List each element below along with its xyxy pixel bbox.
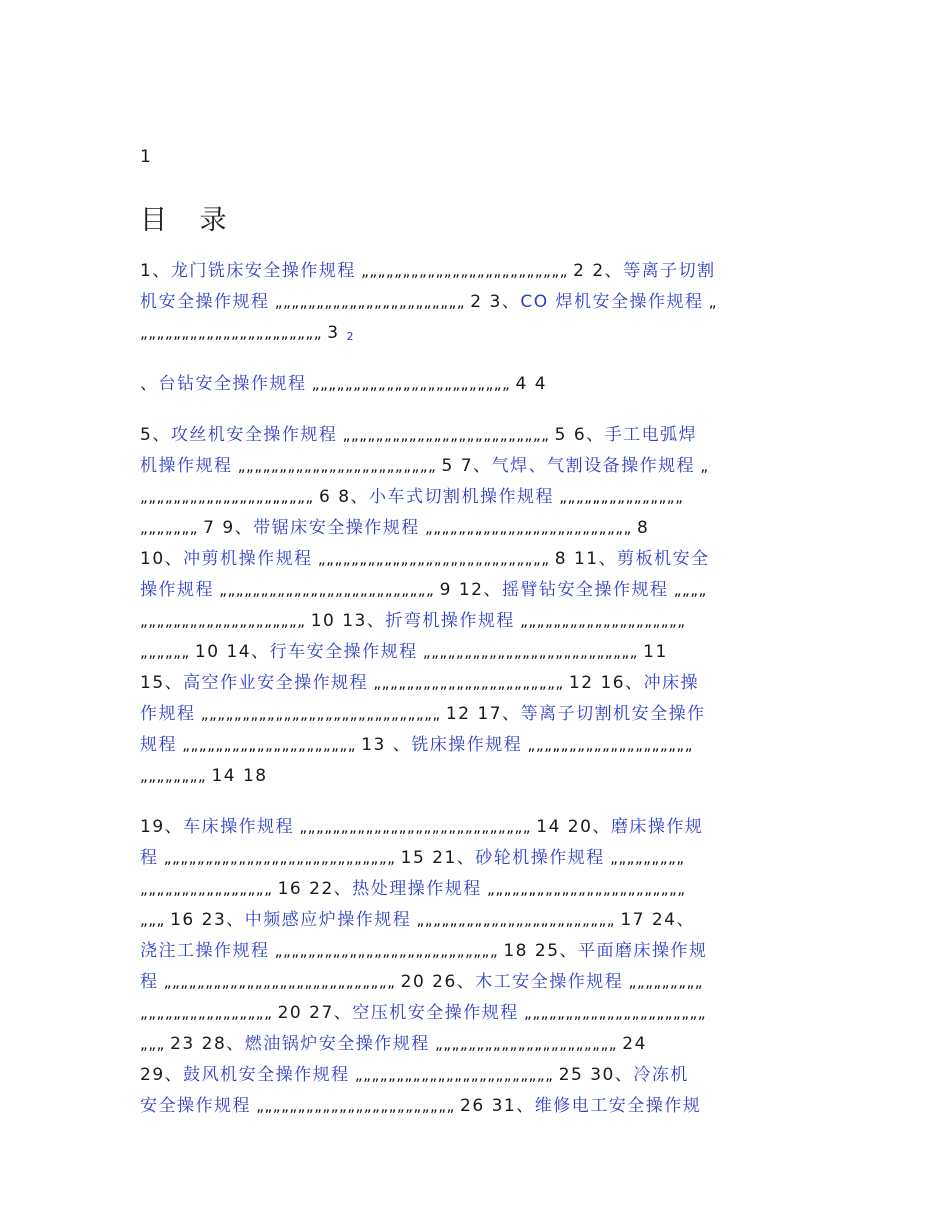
toc-entry-text: 12 16、 — [568, 673, 644, 693]
toc-entry-link[interactable]: 操作规程 — [140, 580, 214, 600]
toc-leader-dots: „„„„„„„ — [140, 519, 204, 537]
toc-entry-text: 、 — [140, 374, 159, 394]
toc-leader-dots: „„„„„„„„„„„„„„„„„„„„„„„„„„„„„ — [195, 705, 446, 723]
toc-entry-link[interactable]: 作规程 — [140, 704, 196, 724]
toc-entry-text: 20 26、 — [400, 972, 476, 992]
toc-leader-dots: „„„„„„„„„„„„„„„„„„„„„„„„„„ — [417, 643, 644, 661]
toc-leader-dots: „„„„„„„„„„„„„„„„„„„„„„ — [140, 324, 328, 342]
toc-entry-link[interactable]: 带锯床安全操作规程 — [253, 518, 420, 538]
toc-entry-text: 10、 — [140, 549, 184, 569]
toc-entry-link[interactable]: 车床操作规程 — [183, 817, 295, 837]
toc-entry-text: 13 、 — [361, 735, 412, 755]
toc-line — [140, 606, 810, 637]
toc-leader-dots: „„„„„„„„„„„„„„„„„„„„„„„„„„„„ — [312, 550, 555, 568]
toc-entry-text: 10 13、 — [310, 611, 386, 631]
toc-entry-text: 11 — [643, 642, 668, 662]
toc-line — [140, 544, 810, 575]
toc-entry-text: 24 — [622, 1034, 647, 1054]
toc-leader-dots: „„„„„„„„„„„„„„„„„„„„„ — [177, 736, 362, 754]
toc-leader-dots: „„„„„„„„„„„„„„„ — [554, 488, 684, 506]
toc-entry-link[interactable]: 铣床操作规程 — [411, 735, 523, 755]
toc-line — [140, 1060, 810, 1091]
toc-entry-link[interactable]: 高空作业安全操作规程 — [183, 673, 369, 693]
toc-line — [140, 575, 810, 606]
toc-entry-link[interactable]: 手工电弧焊 — [604, 425, 698, 445]
toc-entry-link[interactable]: 摇臂钻安全操作规程 — [501, 580, 669, 600]
toc-entry-text: 7 9、 — [203, 518, 254, 538]
toc-entry-link[interactable]: 鼓风机安全操作规程 — [183, 1065, 350, 1085]
toc-entry-text: 3 — [327, 323, 347, 343]
toc-leader-dots: „„„„„„„„„„„„„„„„ — [140, 880, 278, 898]
toc-leader-dots: „„„„„„„„„„„„„„„„„„„„„„ — [429, 1035, 623, 1053]
toc-line — [140, 256, 810, 287]
toc-entry-text: 8 — [637, 518, 650, 538]
toc-line — [140, 812, 810, 843]
toc-leader-dots: „„„„„„„„„„„„„„„„„„„„„„„ — [269, 293, 471, 311]
toc-entry-link[interactable]: 折弯机操作规程 — [385, 611, 515, 631]
toc-entry-text: 25 30、 — [558, 1065, 634, 1085]
toc-line — [140, 699, 810, 730]
toc-entry-link[interactable]: 燃油锅炉安全操作规程 — [244, 1034, 430, 1054]
toc-line — [140, 369, 810, 400]
toc-leader-dots: „„„„„„„„„„„„„„„„„„„„„„„„ — [232, 457, 442, 475]
toc-line — [140, 668, 810, 699]
toc-leader-dots: „„„„„„„„„ — [623, 973, 704, 991]
toc-body — [140, 256, 810, 1122]
toc-line — [140, 967, 810, 998]
toc-leader-dots: „„„„„„„„„„„„„„„„„„„„„„„„„„„„ — [294, 818, 537, 836]
toc-entry-link[interactable]: 龙门铣床安全操作规程 — [170, 261, 356, 281]
toc-leader-dots: „„„„„„„„„„„„„„„„ — [140, 1004, 278, 1022]
toc-leader-dots: „„„„„„„„„„„„„„„„„„„„„„„„ — [411, 911, 621, 929]
toc-entry-link[interactable]: 冲剪机操作规程 — [183, 549, 313, 569]
toc-entry-text: 2 2、 — [573, 261, 624, 281]
toc-entry-link[interactable]: 平面磨床操作规 — [578, 941, 708, 961]
toc-entry-text: 17 24、 — [620, 910, 695, 930]
toc-leader-dots: „„„„„„„„ — [140, 767, 212, 785]
toc-entry-text: 20 27、 — [277, 1003, 353, 1023]
toc-entry-text: 16 22、 — [277, 879, 353, 899]
toc-line — [140, 420, 810, 451]
toc-line — [140, 936, 810, 967]
toc-entry-link[interactable]: 木工安全操作规程 — [475, 972, 624, 992]
toc-entry-link[interactable]: CO 焊机安全操作规程 — [520, 292, 704, 312]
toc-entry-text: 8 11、 — [554, 549, 618, 569]
toc-leader-dots: „„„ — [140, 1035, 171, 1053]
toc-leader-dots: „„„„„„„„„„„„„„„„„„„„„ — [140, 488, 319, 506]
toc-entry-text: 19、 — [140, 817, 184, 837]
toc-leader-dots: „„„„„„„„„„„„„„„„„„„„„„„„„ — [419, 519, 638, 537]
toc-entry-text: 14 18 — [211, 766, 268, 786]
toc-leader-dots: „„„„„„„„„„„„„„„„„„„„„„„„„„„„ — [158, 973, 401, 991]
toc-line — [140, 998, 810, 1029]
toc-line — [140, 287, 810, 318]
toc-title: 目 录 — [140, 205, 239, 236]
toc-entry-text: 5 6、 — [554, 425, 605, 445]
toc-line — [140, 637, 810, 668]
toc-entry-link[interactable]: 气焊、气割设备操作规程 — [491, 456, 696, 476]
toc-line — [140, 318, 810, 349]
toc-entry-link[interactable]: 规程 — [140, 735, 177, 755]
toc-entry-text: 2 3、 — [470, 292, 521, 312]
toc-entry-text: 29、 — [140, 1065, 184, 1085]
toc-entry-link[interactable]: 等离子切割 — [623, 261, 716, 281]
toc-leader-dots: „„„„„„„„„„„„„„„„„„„„„„„ — [368, 674, 569, 692]
toc-line — [140, 730, 810, 761]
toc-leader-dots: „„„„ — [668, 581, 707, 599]
toc-line — [140, 482, 810, 513]
toc-entry-text: 5、 — [140, 425, 171, 445]
toc-entry-link[interactable]: 机安全操作规程 — [140, 292, 270, 312]
toc-entry-text: 1、 — [140, 261, 171, 281]
toc-entry-text: 9 12、 — [439, 580, 502, 600]
toc-entry-text: 5 7、 — [441, 456, 492, 476]
toc-leader-dots: „„„„„„„„„„„„„„„„„„„„„„„„ — [306, 375, 516, 393]
toc-entry-link[interactable]: 维修电工安全操作规 — [534, 1096, 702, 1116]
toc-leader-dots: „„„„„„„„„„„„„„„„„„„„„„„„„ — [355, 262, 574, 280]
toc-gap — [140, 400, 810, 420]
toc-entry-text: 16 23、 — [170, 910, 245, 930]
toc-entry-text: 23 28、 — [170, 1034, 245, 1054]
toc-entry-link[interactable]: 攻丝机安全操作规程 — [170, 425, 338, 445]
toc-entry-link[interactable]: 热处理操作规程 — [352, 879, 482, 899]
toc-entry-text: 6 8、 — [318, 487, 370, 507]
toc-leader-dots: „„„„„„„„„„„„„„„„„„„„„„„„„ — [337, 426, 555, 444]
toc-entry-text: 12 17、 — [445, 704, 521, 724]
toc-entry-link[interactable]: 浇注工操作规程 — [140, 941, 270, 961]
toc-entry-link[interactable]: 空压机安全操作规程 — [352, 1003, 519, 1023]
toc-entry-link[interactable]: 安全操作规程 — [140, 1096, 251, 1116]
toc-gap — [140, 792, 810, 812]
toc-leader-dots: „„„„„„„„„„„„„„„„„„„„„„„„„„ — [214, 581, 440, 599]
toc-leader-dots: „„„„„„„„„„„„„„„„„„„„„„„„ — [251, 1097, 461, 1115]
toc-leader-dots: „„„„„„„„„„„„„„„„„„„„„„„„„„„„ — [158, 849, 401, 867]
toc-entry-link[interactable]: 磨床操作规 — [610, 817, 704, 837]
page-number: 1 — [140, 147, 153, 167]
toc-entry-link[interactable]: 程 — [140, 972, 159, 992]
toc-entry-text: 4 4 — [515, 374, 548, 394]
toc-entry-text: 14 20、 — [536, 817, 611, 837]
toc-entry-text: 26 31、 — [460, 1096, 535, 1116]
toc-leader-dots: „„„„„„„„„„„„„„„„„„„„„„„„ — [349, 1066, 559, 1084]
toc-line — [140, 513, 810, 544]
toc-line — [140, 874, 810, 905]
toc-leader-dots: „„„„„„„„„„„„„„„„„„„„„„ — [518, 1004, 707, 1022]
toc-entry-link[interactable]: 等离子切割机安全操作 — [520, 704, 706, 724]
toc-entry-text: 15、 — [140, 673, 184, 693]
toc-entry-link[interactable]: 砂轮机操作规程 — [475, 848, 605, 868]
toc-entry-text: 15 21、 — [400, 848, 476, 868]
toc-line — [140, 843, 810, 874]
toc-line — [140, 761, 810, 792]
toc-entry-link[interactable]: 小车式切割机操作规程 — [369, 487, 555, 507]
toc-leader-dots: „ — [695, 457, 709, 475]
toc-leader-dots: „„„„„„„„„„„„„„„„„„„„ — [514, 612, 686, 630]
toc-leader-dots: „„„„„„„„„„„„„„„„„„„„ — [522, 736, 693, 754]
toc-gap — [140, 349, 810, 369]
toc-leader-dots: „„„„„„„„„„„„„„„„„„„„ — [140, 612, 311, 630]
toc-leader-dots: „ — [703, 293, 718, 311]
toc-subscript: 2 — [346, 330, 355, 343]
toc-entry-link[interactable]: 剪板机安全 — [617, 549, 710, 569]
toc-entry-link[interactable]: 机操作规程 — [140, 456, 233, 476]
toc-leader-dots: „„„„„„„„„„„„„„„„„„„„„„„„ — [481, 880, 686, 898]
toc-line — [140, 905, 810, 936]
toc-entry-link[interactable]: 冷冻机 — [633, 1065, 689, 1085]
toc-entry-link[interactable]: 程 — [140, 848, 159, 868]
toc-entry-link[interactable]: 中频感应炉操作规程 — [244, 910, 412, 930]
toc-line — [140, 451, 810, 482]
toc-entry-link[interactable]: 台钻安全操作规程 — [158, 374, 307, 394]
toc-leader-dots: „„„„„„„„„„„„„„„„„„„„„„„„„„„ — [269, 942, 504, 960]
toc-entry-text: 10 14、 — [194, 642, 270, 662]
toc-leader-dots: „„„„„„ — [140, 643, 195, 661]
toc-entry-link[interactable]: 行车安全操作规程 — [269, 642, 418, 662]
toc-line — [140, 1029, 810, 1060]
toc-entry-text: 18 25、 — [503, 941, 579, 961]
toc-leader-dots: „„„ — [140, 911, 171, 929]
toc-entry-link[interactable]: 冲床操 — [643, 673, 700, 693]
toc-line — [140, 1091, 810, 1122]
toc-leader-dots: „„„„„„„„„ — [604, 849, 685, 867]
